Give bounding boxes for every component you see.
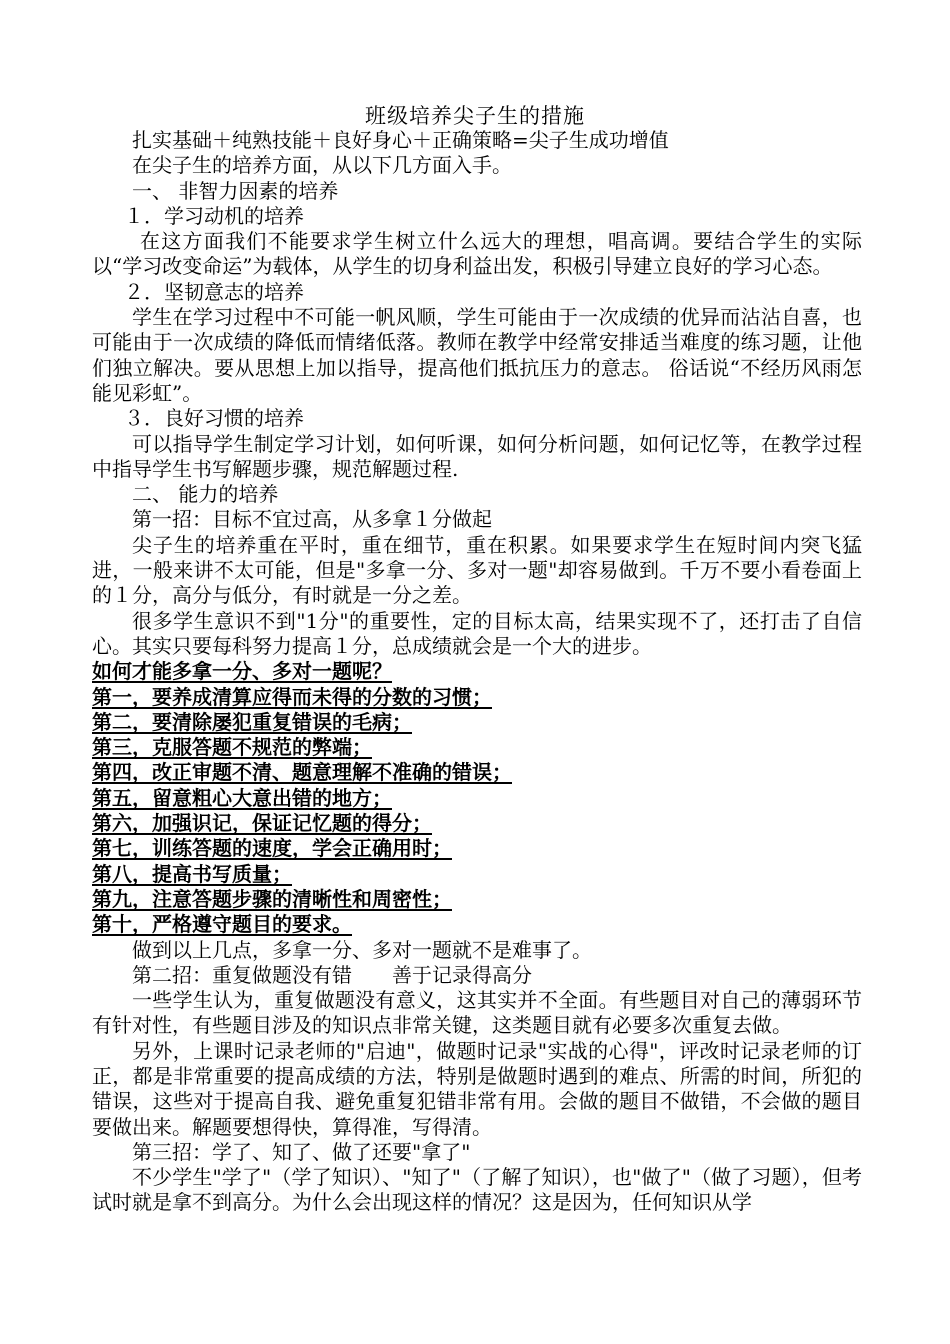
bold-list-item: 第七，训练答题的速度，学会正确用时； [92, 836, 452, 861]
section-heading-1: 一、 非智力因素的培养 [132, 178, 339, 203]
bold-list-item: 第二，要清除屡犯重复错误的毛病； [92, 709, 412, 734]
bold-list-item: 第六，加强识记，保证记忆题的得分； [92, 811, 432, 836]
paragraph-move3-1: 不少学生"学了"（学了知识）、"知了"（了解了知识），也"做了"（做了习题），但考试时就是拿不到高分。为什么会出现这样的情况？这是因为，任何知识从学 [92, 1165, 862, 1215]
paragraph-move1-conclusion: 做到以上几点，多拿一分、多对一题就不是难事了。 [132, 937, 592, 962]
bold-question: 如何才能多拿一分、多对一题呢？ [92, 659, 392, 684]
paragraph-move2-2: 另外，上课时记录老师的"启迪"，做题时记录"实战的心得"，评改时记录老师的订正，都是非常重要的提高成绩的方法，特别是做题时遇到的难点、所需的时间，所犯的错误，这些对于提高自我、避免重复犯错非常有用。会做的题目不做错，不会做的题目要做出来。解题要想得快，算得准，写得清。 [92, 1038, 862, 1139]
bold-list-item: 第五，留意粗心大意出错的地方； [92, 785, 392, 810]
paragraph-willpower: 学生在学习过程中不可能一帆风顺，学生可能由于一次成绩的优异而沾沾自喜，也可能由于一次成绩的降低而情绪低落。教师在教学中经常安排适当难度的练习题，让他们独立解决。要从思想上加以指导，提高他们抵抗压力的意志。 俗话说“不经历风雨怎能见彩虹”。 [92, 305, 862, 405]
bold-list-item: 第一，要养成清算应得而未得的分数的习惯； [92, 684, 492, 709]
move-heading-2: 第二招：重复做题没有错 善于记录得高分 [132, 962, 532, 987]
item-heading-habits: ３．良好习惯的培养 [124, 406, 304, 431]
formula-line: 扎实基础＋纯熟技能＋良好身心＋正确策略=尖子生成功增值 [132, 128, 669, 152]
bold-list-item: 第十，严格遵守题目的要求。 [92, 912, 352, 937]
bold-list-item: 第三，克服答题不规范的弊端； [92, 735, 372, 760]
document-title: 班级培养尖子生的措施 [365, 104, 585, 128]
bold-list-item: 第八，提高书写质量； [92, 861, 292, 886]
document-body [92, 128, 862, 1216]
paragraph-habits: 可以指导学生制定学习计划，如何听课，如何分析问题，如何记忆等，在教学过程中指导学生书写解题步骤，规范解题过程. [92, 431, 862, 481]
paragraph-move1-1: 尖子生的培养重在平时，重在细节，重在积累。如果要求学生在短时间内突飞猛进，一般来讲不太可能，但是"多拿一分、多对一题"却容易做到。千万不要小看卷面上的１分，高分与低分，有时就是一分之差。 [92, 532, 862, 608]
item-heading-willpower: ２．坚韧意志的培养 [124, 279, 304, 304]
item-heading-motivation: １．学习动机的培养 [124, 203, 304, 228]
paragraph-move2-1: 一些学生认为，重复做题没有意义，这其实并不全面。有些题目对自己的薄弱环节有针对性，有些题目涉及的知识点非常关键，这类题目就有必要多次重复去做。 [92, 988, 862, 1038]
bold-list-item: 第九，注意答题步骤的清晰性和周密性； [92, 886, 452, 911]
bold-list-item: 第四，改正审题不清、题意理解不准确的错误； [92, 760, 512, 785]
intro-paragraph: 在尖子生的培养方面，从以下几方面入手。 [132, 153, 512, 178]
paragraph-move1-2: 很多学生意识不到"1分"的重要性，定的目标太高，结果实现不了，还打击了自信心。其实只要每科努力提高１分，总成绩就会是一个大的进步。 [92, 608, 862, 658]
paragraph-motivation: 在这方面我们不能要求学生树立什么远大的理想，唱高调。要结合学生的实际以“学习改变命运”为载体，从学生的切身利益出发，积极引导建立良好的学习心态。 [92, 229, 862, 279]
move-heading-1: 第一招：目标不宜过高，从多拿１分做起 [132, 507, 492, 532]
section-heading-2: 二、 能力的培养 [132, 482, 279, 507]
move-heading-3: 第三招：学了、知了、做了还要"拿了" [132, 1139, 471, 1164]
